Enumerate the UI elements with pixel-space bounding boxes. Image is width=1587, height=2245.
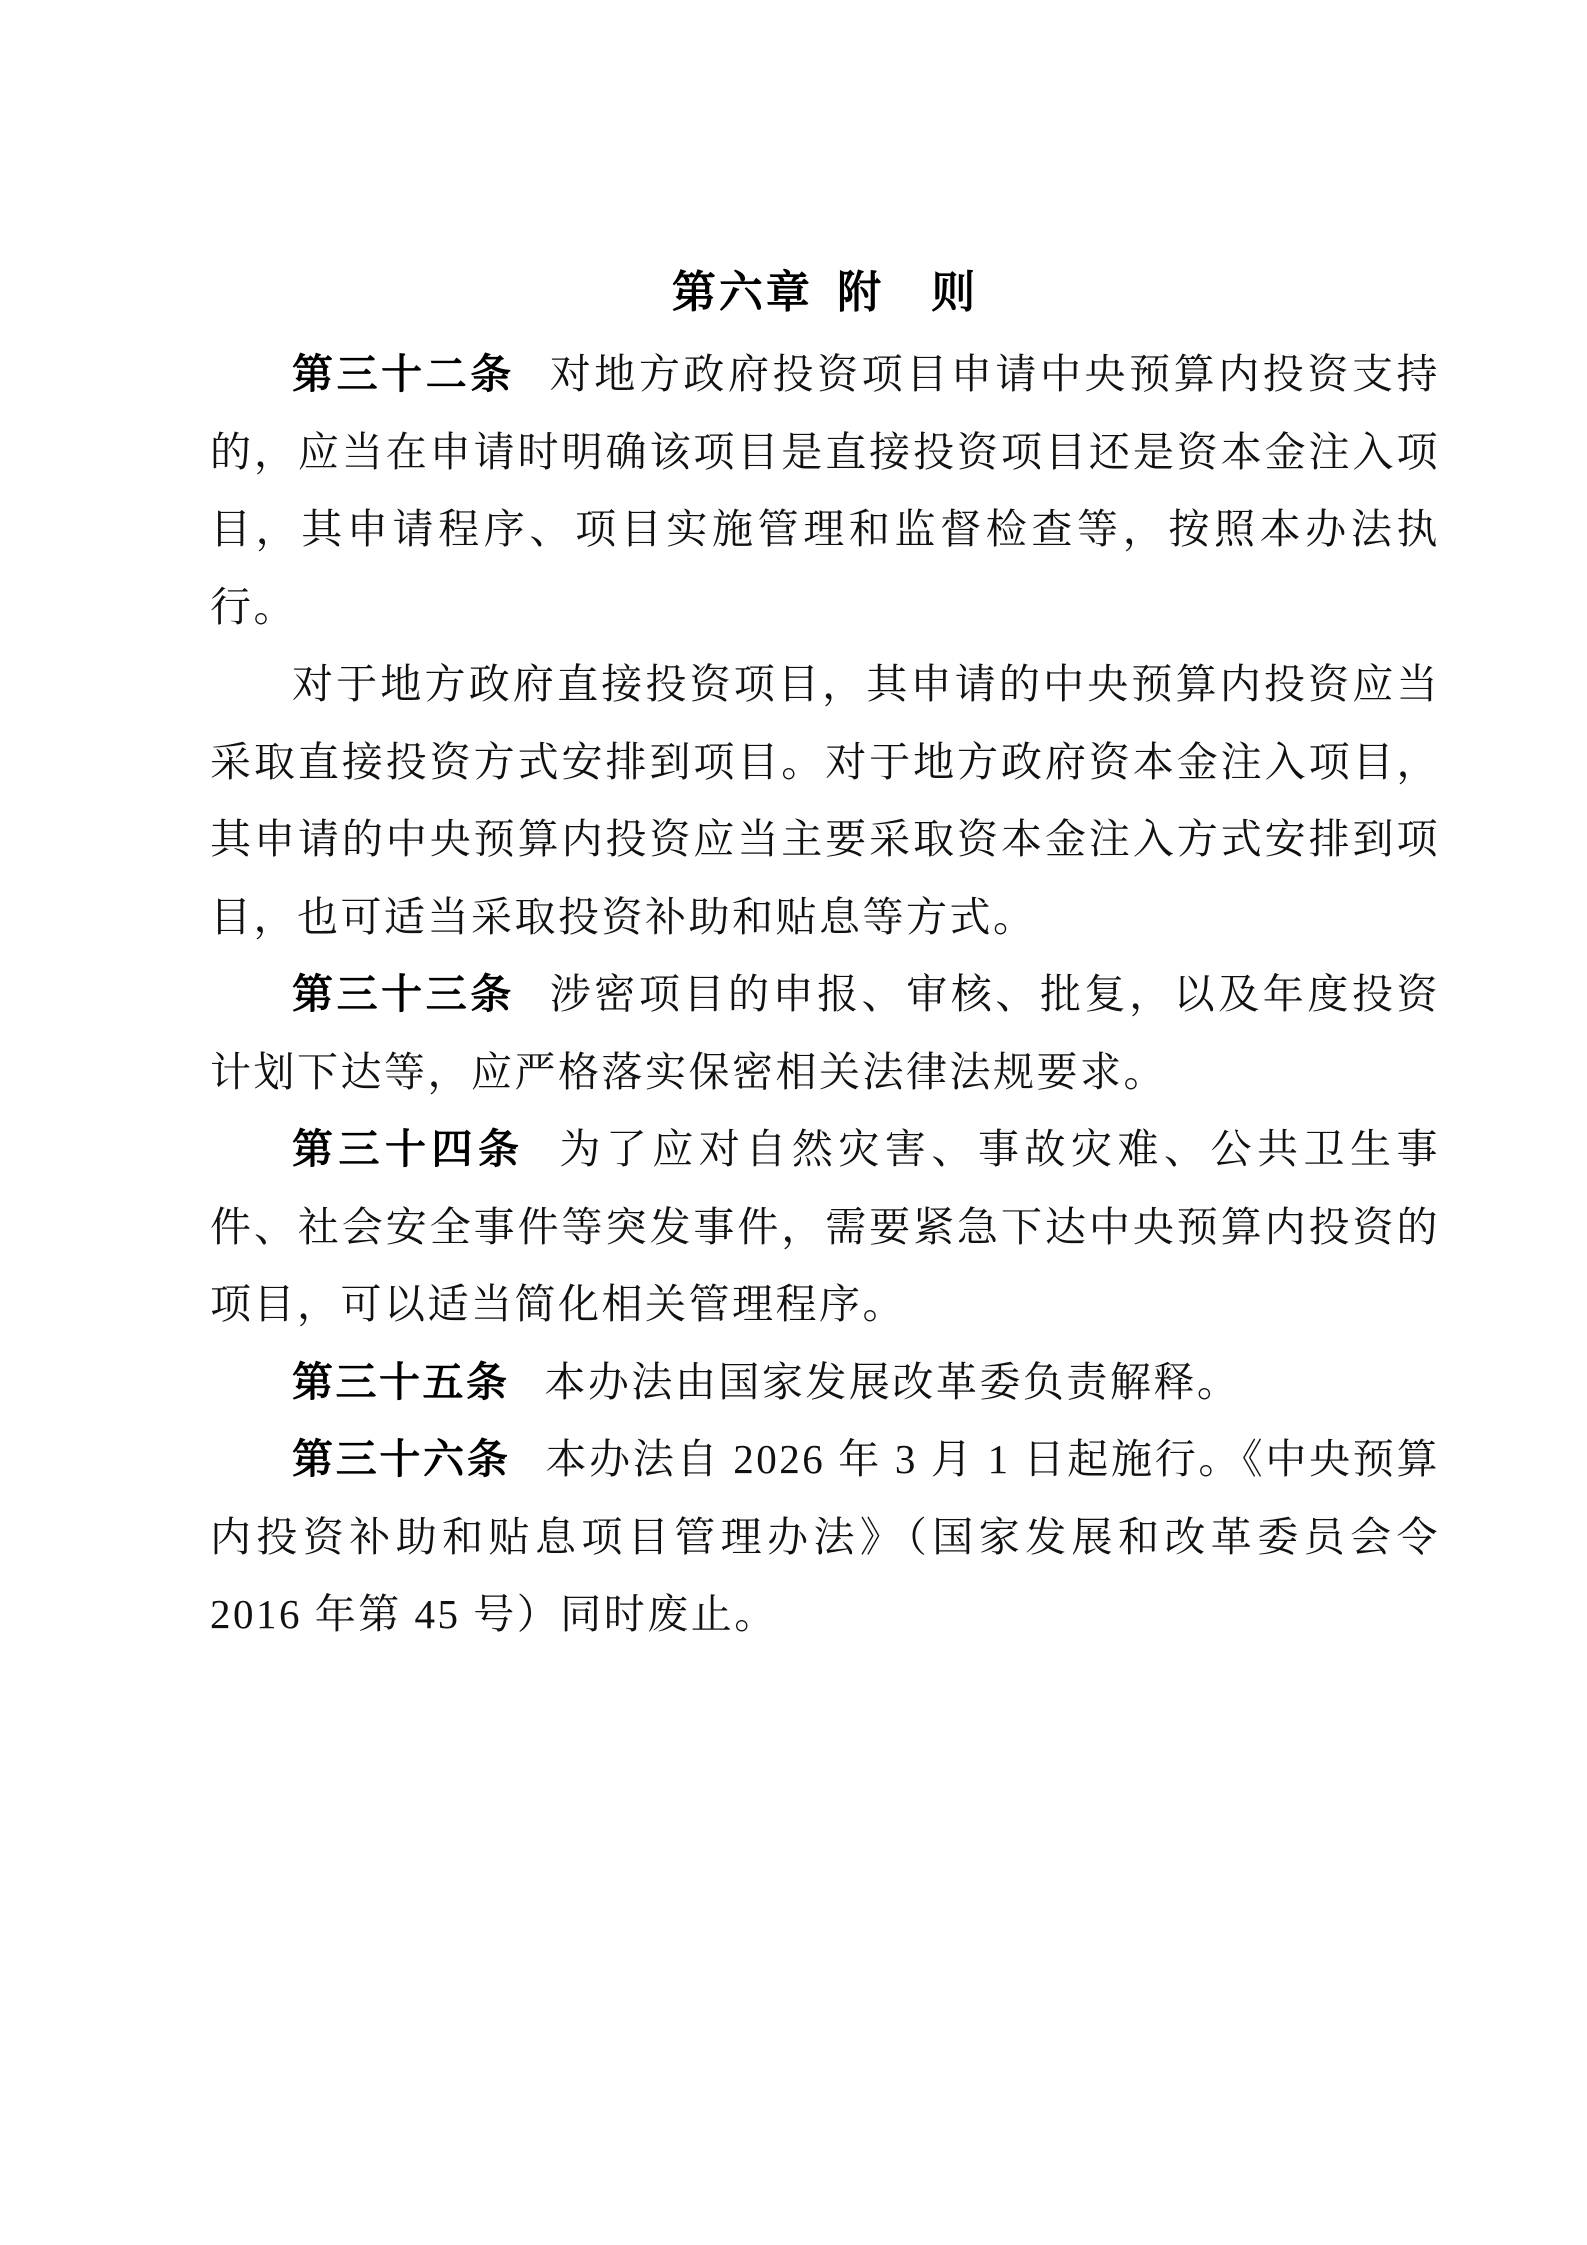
- chapter-title: 附 则: [837, 268, 979, 317]
- article-32-text: 对地方政府投资项目申请中央预算内投资支持的，应当在申请时明确该项目是直接投资项目还是资本金注入项目，其申请程序、项目实施管理和监督检查等，按照本办法执行。: [210, 351, 1441, 630]
- article-35-text: 本办法由国家发展改革委负责解释。: [544, 1358, 1241, 1405]
- chapter-heading: [210, 258, 1440, 328]
- article-35-paragraph: [210, 1344, 1440, 1422]
- article-36-text: 本办法自 2026 年 3 月 1 日起施行。《中央预算内投资补助和贴息项目管理办法》（国家发展和改革委员会令 2016 年第 45 号）同时废止。: [210, 1436, 1441, 1637]
- article-34-paragraph: [210, 1111, 1440, 1344]
- article-35-label: 第三十五条: [292, 1358, 510, 1405]
- article-32-label: 第三十二条: [292, 351, 515, 397]
- article-32-paragraph-1: [210, 336, 1440, 646]
- article-33-text: 涉密项目的申报、审核、批复，以及年度投资计划下达等，应严格落实保密相关法律法规要求。: [210, 971, 1441, 1095]
- article-36-paragraph: [210, 1421, 1440, 1654]
- article-36-label: 第三十六条: [292, 1436, 511, 1482]
- article-33-paragraph: [210, 956, 1440, 1111]
- article-32-continuation-text: 对于地方政府直接投资项目，其申请的中央预算内投资应当采取直接投资方式安排到项目。对于地方政府资本金注入项目，其申请的中央预算内投资应当主要采取资本金注入方式安排到项目，也可适当采取投资补助和贴息等方式。: [210, 661, 1440, 940]
- chapter-number: 第六章: [671, 268, 813, 317]
- article-32-paragraph-2: [210, 646, 1440, 956]
- article-34-text: 为了应对自然灾害、事故灾难、公共卫生事件、社会安全事件等突发事件，需要紧急下达中央预算内投资的项目，可以适当简化相关管理程序。: [210, 1126, 1441, 1327]
- article-34-label: 第三十四条: [292, 1126, 525, 1172]
- article-33-label: 第三十三条: [292, 971, 515, 1017]
